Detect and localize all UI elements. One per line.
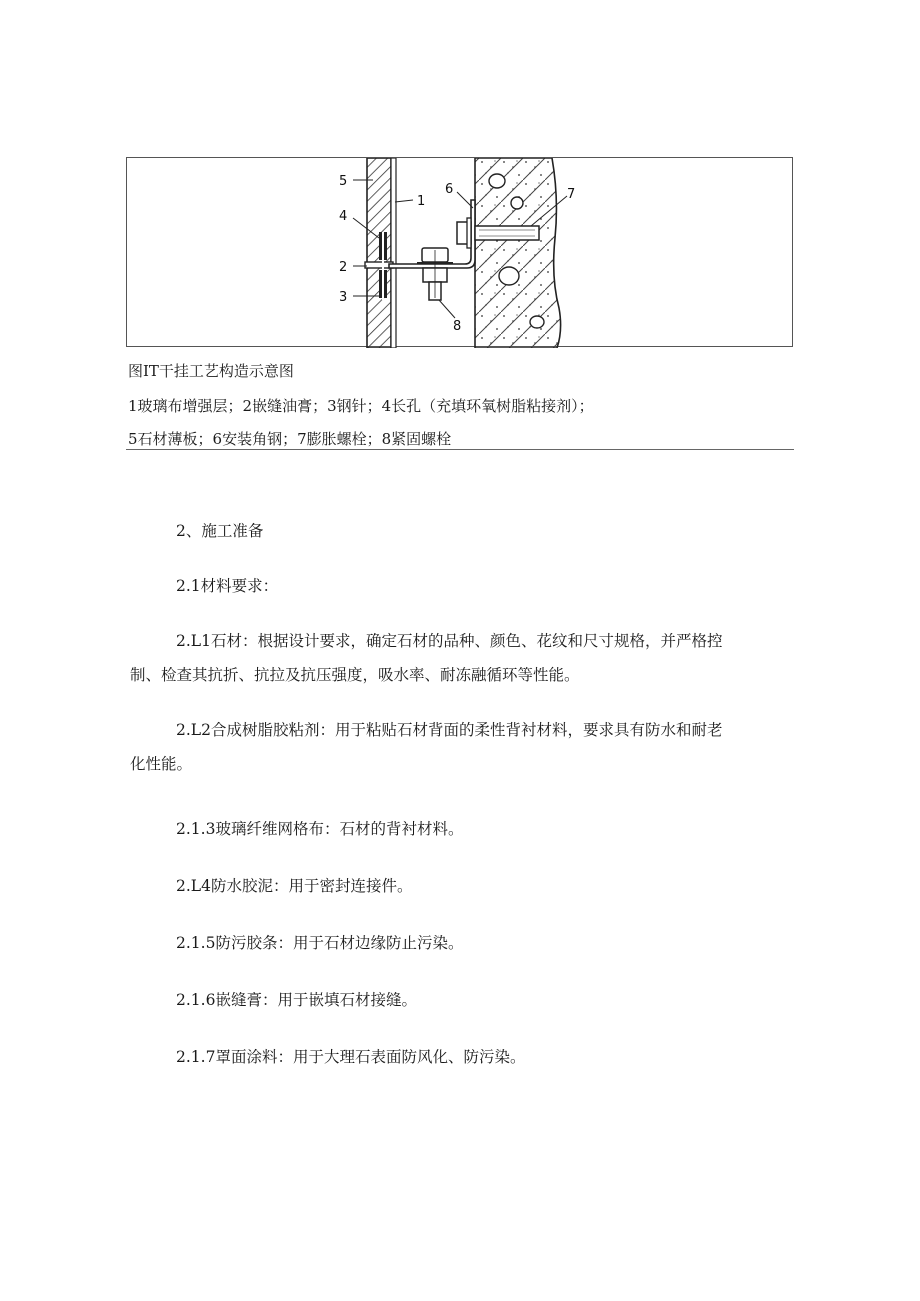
label-7: 7 <box>567 187 576 202</box>
paragraph-line: 化性能。 <box>130 755 193 773</box>
construction-diagram <box>126 157 793 347</box>
section-heading: 2、施工准备 <box>176 522 264 540</box>
paragraph-line: 2.L1石材：根据设计要求，确定石材的品种、颜色、花纹和尺寸规格，并严格控 <box>176 632 723 650</box>
label-8: 8 <box>453 319 462 334</box>
fiberglass-layer <box>391 158 396 348</box>
paragraph-coating: 2.1.7罩面涂料：用于大理石表面防风化、防污染。 <box>176 1048 526 1066</box>
label-2: 2 <box>339 260 348 275</box>
label-4: 4 <box>339 209 348 224</box>
figure-caption-title: 图IT干挂工艺构造示意图 <box>128 362 294 380</box>
figure-legend-line-1: 1玻璃布增强层；2嵌缝油膏；3钢针；4长孔（充填环氧树脂粘接剂）； <box>128 397 594 415</box>
aggregate-stone <box>499 267 519 285</box>
paragraph-waterproof: 2.L4防水胶泥：用于密封连接件。 <box>176 877 413 895</box>
label-3: 3 <box>339 290 348 305</box>
label-6: 6 <box>445 182 454 197</box>
label-1: 1 <box>417 194 426 209</box>
paragraph-adhesive <box>130 713 796 781</box>
aggregate-stone <box>511 197 523 209</box>
aggregate-stone <box>489 174 505 188</box>
caption-divider <box>126 449 794 450</box>
paragraph-antifouling: 2.1.5防污胶条：用于石材边缘防止污染。 <box>176 934 464 952</box>
expansion-bolt <box>475 226 539 240</box>
label-5: 5 <box>339 174 348 189</box>
figure-legend-line-2: 5石材薄板；6安装角钢；7膨胀螺栓；8紧固螺栓 <box>128 430 452 448</box>
paragraph-line: 2.L2合成树脂胶粘剂：用于粘贴石材背面的柔性背衬材料，要求具有防水和耐老 <box>176 721 723 739</box>
paragraph-fiberglass: 2.1.3玻璃纤维网格布：石材的背衬材料。 <box>176 820 464 838</box>
paragraph-stone <box>130 624 796 692</box>
diagram-drawing <box>127 158 794 348</box>
expansion-bolt-washer <box>467 218 471 248</box>
aggregate-stone <box>530 316 544 328</box>
concrete-wall <box>475 158 561 348</box>
subsection-heading: 2.1材料要求： <box>176 577 279 595</box>
paragraph-line: 制、检查其抗折、抗拉及抗压强度，吸水率、耐冻融循环等性能。 <box>130 666 580 684</box>
paragraph-caulk: 2.1.6嵌缝膏：用于嵌填石材接缝。 <box>176 991 417 1009</box>
